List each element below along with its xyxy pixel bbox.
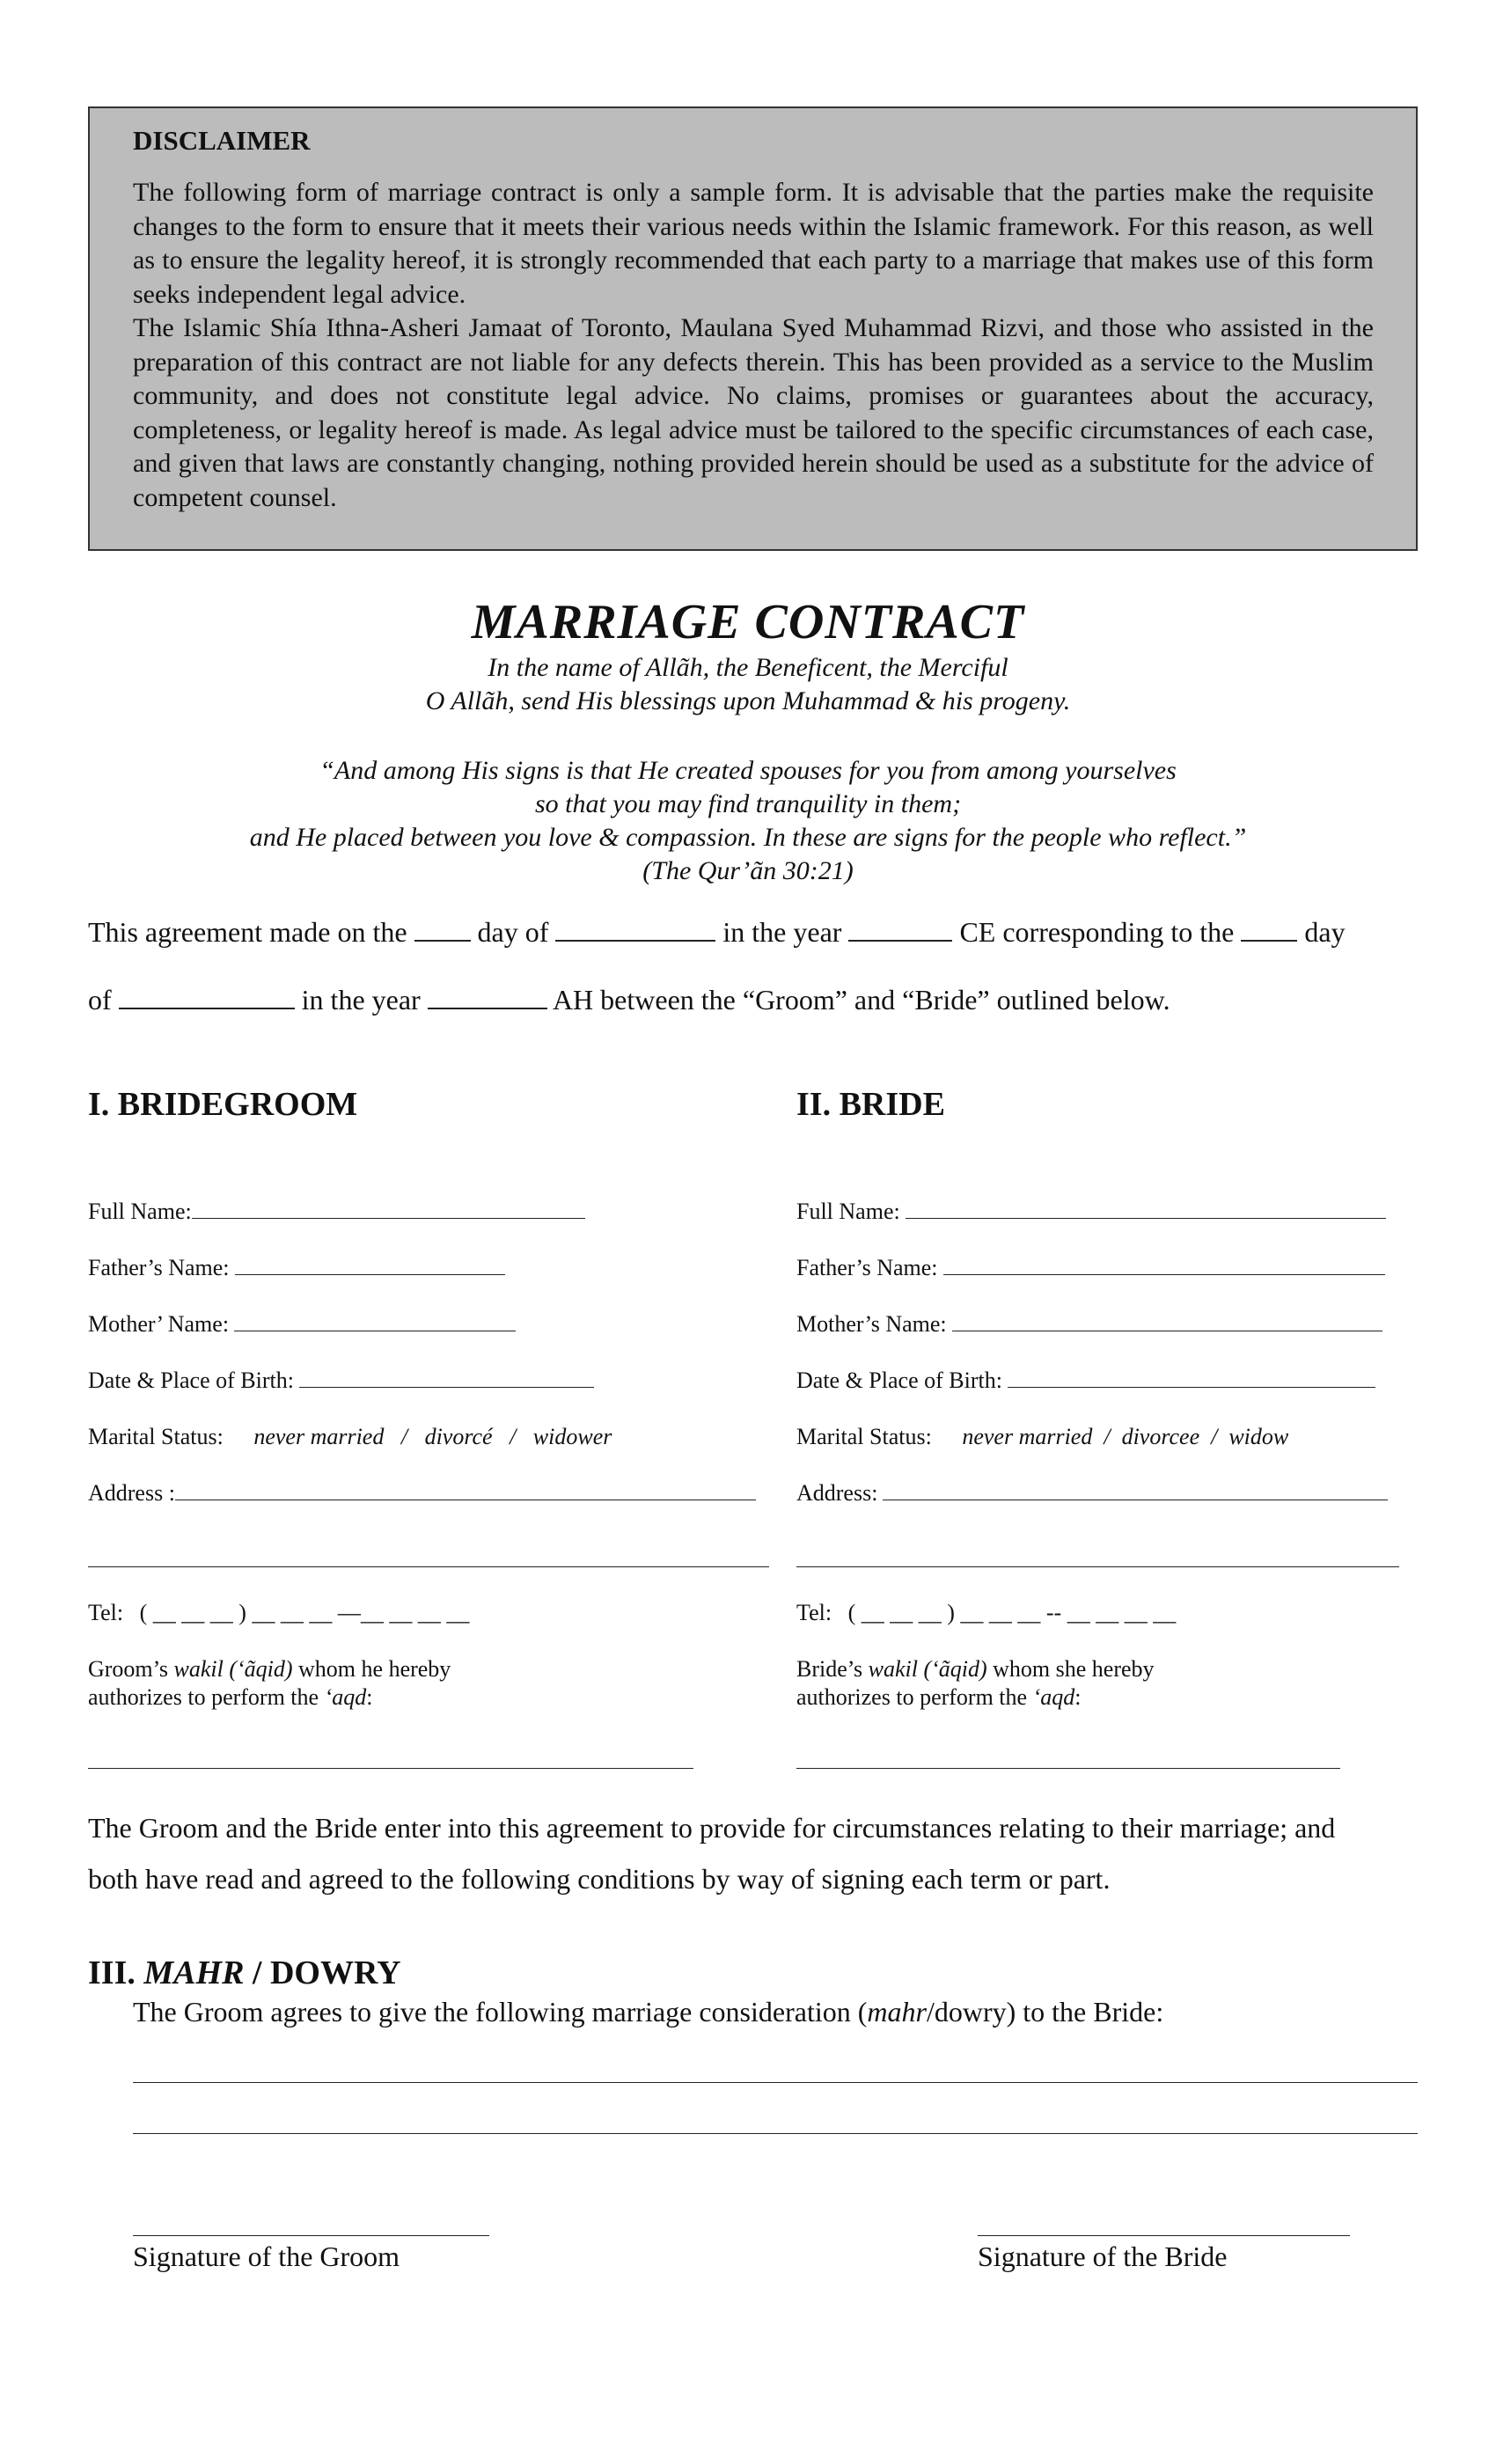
agreement-text: day of [477, 916, 549, 948]
blank-month-ce[interactable] [555, 919, 715, 942]
bride-section-heading: II. BRIDE [796, 1086, 945, 1123]
blank-year-ah[interactable] [428, 986, 547, 1009]
bride-wakil-label-2 [796, 1683, 1081, 1711]
bride-address-field[interactable] [796, 1479, 1388, 1507]
bride-full-name-field[interactable] [796, 1198, 1386, 1225]
terms-line-1: The Groom and the Bride enter into this agreement to provide for circumstances relating to their marriage; and [88, 1812, 1336, 1844]
groom-signature-line[interactable] [133, 2235, 489, 2236]
blank-year-ce[interactable] [848, 919, 952, 942]
input-line[interactable] [192, 1199, 585, 1219]
wakil-text: authorizes to perform the [796, 1684, 1028, 1710]
input-line[interactable] [175, 1480, 756, 1500]
input-line[interactable] [1008, 1368, 1375, 1388]
groom-mother-name-field[interactable] [88, 1310, 516, 1338]
groom-wakil-label-2 [88, 1683, 372, 1711]
field-label: Date & Place of Birth: [88, 1368, 294, 1393]
bride-wakil-line[interactable] [796, 1768, 1340, 1769]
agreement-text: This agreement made on the [88, 916, 407, 948]
heading-mahr: MAHR [143, 1954, 245, 1991]
heading-number: III. [88, 1954, 136, 1991]
groom-tel-field[interactable] [88, 1599, 469, 1626]
mahr-line-1[interactable] [133, 2082, 1418, 2083]
blank-month-ah[interactable] [119, 986, 295, 1009]
groom-birth-field[interactable] [88, 1367, 594, 1394]
field-label: Tel: [796, 1600, 832, 1625]
disclaimer-paragraph-2: The Islamic Shía Ithna-Asheri Jamaat of Toronto, Maulana Syed Muhammad Rizvi, and those who assisted in the preparation of this contract are not liable for any defects therein. This has been provided as a service to the Muslim community, and does not constitute legal advice. No claims, promises or guarantees about the accuracy, completeness, or legality hereof is made. As legal advice must be tailored to the specific circumstances of each case, and given that laws are constantly changing, nothing provided herein should be used as a substitute for the advice of competent counsel. [133, 313, 1374, 512]
invocation-line-2: O Allãh, send His blessings upon Muhammad & his progeny. [425, 686, 1071, 715]
agreement-text: CE corresponding to the [959, 916, 1235, 948]
wakil-text: whom she hereby [993, 1656, 1155, 1682]
quote-line-2: so that you may find tranquility in them; [534, 789, 962, 818]
tel-mask[interactable]: ( __ __ __ ) __ __ __ -- __ __ __ __ [847, 1600, 1177, 1625]
bride-father-name-field[interactable] [796, 1254, 1385, 1281]
bride-signature-label: Signature of the Bride [978, 2240, 1228, 2272]
agreement-text: of [88, 984, 112, 1016]
input-line[interactable] [906, 1199, 1386, 1219]
mahr-text: /dowry) to the Bride: [926, 1996, 1164, 2028]
disclaimer-paragraph-1: The following form of marriage contract is only a sample form. It is advisable that the parties make the requisite changes to the form to ensure that it meets their various needs within the Islamic framework. For this reason, as well as to ensure the legality hereof, it is strongly recommended that each party to a marriage that makes use of this form seeks independent legal advice. [133, 178, 1374, 309]
terms-line-2: both have read and agreed to the following conditions by way of signing each term or part. [88, 1863, 1111, 1895]
field-label: Address : [88, 1480, 175, 1506]
blank-day-ce[interactable] [414, 919, 471, 942]
wakil-term: wakil (‘ãqid) [173, 1656, 293, 1682]
field-label: Date & Place of Birth: [796, 1368, 1002, 1393]
mahr-text: The Groom agrees to give the following marriage consideration ( [133, 1996, 868, 2028]
field-label: Marital Status: [88, 1424, 224, 1449]
disclaimer-title: DISCLAIMER [133, 125, 311, 156]
wakil-text: : [366, 1684, 373, 1710]
bride-birth-field[interactable] [796, 1367, 1375, 1394]
wakil-term: wakil (‘ãqid) [868, 1656, 987, 1682]
mahr-line-2[interactable] [133, 2133, 1418, 2134]
groom-section-heading: I. BRIDEGROOM [88, 1086, 358, 1123]
mahr-description [133, 1995, 1163, 2028]
mahr-term: mahr [867, 1996, 927, 2028]
invocation-line-1: In the name of Allãh, the Beneficent, the Merciful [488, 653, 1008, 682]
marital-options[interactable]: never married / divorcé / widower [253, 1424, 612, 1449]
agreement-text: day [1304, 916, 1346, 948]
mahr-section-heading [88, 1954, 401, 1994]
input-line[interactable] [235, 1255, 505, 1275]
field-label: Full Name: [88, 1199, 192, 1224]
groom-marital-status [88, 1423, 612, 1450]
groom-signature-label: Signature of the Groom [133, 2240, 400, 2272]
wakil-term: ‘aqd [1032, 1684, 1075, 1710]
agreement-text: in the year [301, 984, 421, 1016]
agreement-text: AH between the “Groom” and “Bride” outlined below. [552, 984, 1170, 1016]
bride-address-line-2[interactable] [796, 1566, 1399, 1567]
disclaimer-box [88, 106, 1418, 551]
wakil-term: ‘aqd [324, 1684, 367, 1710]
agreement-line-1 [88, 915, 1399, 949]
input-line[interactable] [234, 1311, 516, 1331]
groom-full-name-field[interactable] [88, 1198, 585, 1225]
field-label: Address: [796, 1480, 878, 1506]
groom-wakil-label [88, 1655, 451, 1683]
marital-options[interactable]: never married / divorcee / widow [962, 1424, 1289, 1449]
field-label: Tel: [88, 1600, 124, 1625]
input-line[interactable] [952, 1311, 1382, 1331]
quote-line-3: and He placed between you love & compassion. In these are signs for the people who reflect.” [249, 823, 1247, 852]
groom-address-line-2[interactable] [88, 1566, 769, 1567]
wakil-text: Groom’s [88, 1656, 168, 1682]
groom-wakil-line[interactable] [88, 1768, 693, 1769]
bride-signature-line[interactable] [978, 2235, 1350, 2236]
agreement-line-2 [88, 983, 1399, 1016]
wakil-text: whom he hereby [298, 1656, 451, 1682]
input-line[interactable] [943, 1255, 1385, 1275]
field-label: Father’s Name: [88, 1255, 230, 1280]
field-label: Mother’ Name: [88, 1311, 230, 1337]
heading-dowry: / DOWRY [252, 1954, 401, 1991]
blank-day-ah[interactable] [1241, 919, 1297, 942]
field-label: Marital Status: [796, 1424, 932, 1449]
bride-mother-name-field[interactable] [796, 1310, 1382, 1338]
groom-address-field[interactable] [88, 1479, 756, 1507]
input-line[interactable] [883, 1480, 1388, 1500]
quote-line-1: “And among His signs is that He created spouses for you from among yourselves [319, 756, 1177, 785]
tel-mask[interactable]: ( __ __ __ ) __ __ __ —__ __ __ __ [139, 1600, 470, 1625]
field-label: Full Name: [796, 1199, 900, 1224]
wakil-text: : [1074, 1684, 1082, 1710]
bride-marital-status [796, 1423, 1288, 1450]
bride-tel-field[interactable] [796, 1599, 1176, 1626]
page-title: MARRIAGE CONTRACT [471, 595, 1025, 649]
input-line[interactable] [299, 1368, 594, 1388]
field-label: Father’s Name: [796, 1255, 938, 1280]
field-label: Mother’s Name: [796, 1311, 947, 1337]
wakil-text: authorizes to perform the [88, 1684, 319, 1710]
wakil-text: Bride’s [796, 1656, 863, 1682]
groom-father-name-field[interactable] [88, 1254, 505, 1281]
agreement-text: in the year [722, 916, 842, 948]
bride-wakil-label [796, 1655, 1155, 1683]
quote-reference: (The Qur’ãn 30:21) [642, 856, 854, 885]
